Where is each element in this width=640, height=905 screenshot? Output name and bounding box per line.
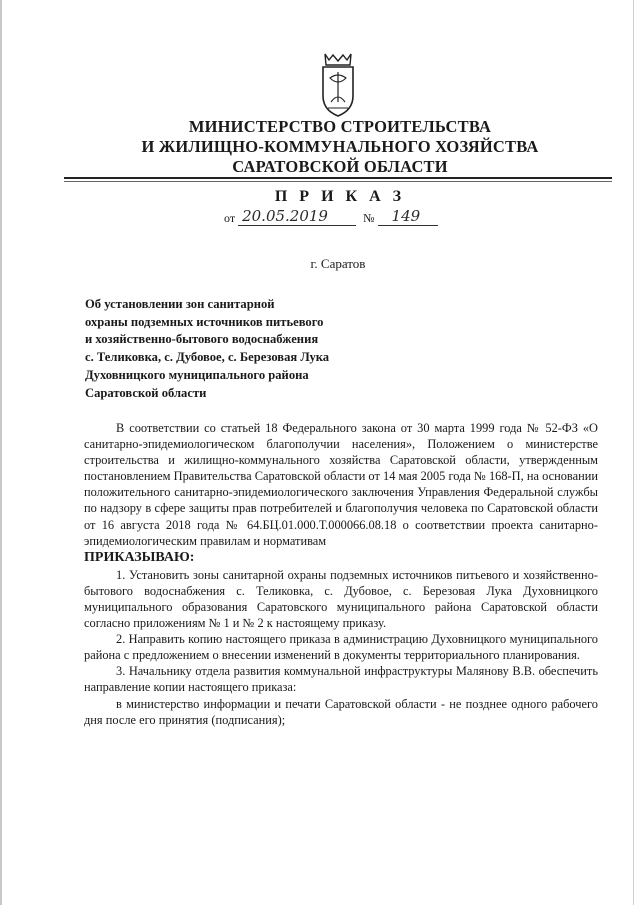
order-item-1: 1. Установить зоны санитарной охраны подземных источников питьевого и хозяйственно-бытового водоснабжения с. Теликовка, с. Дубовое, с. Березовая Лука Духовницкого муниципального образования Саратовского муниципального района Саратовской области согласно приложениям № 1 и № 2 к настоящему приказу. bbox=[84, 567, 598, 631]
subject-line: с. Теликовка, с. Дубовое, с. Березовая Лука bbox=[85, 350, 330, 365]
order-item-3: 3. Начальнику отдела развития коммунальной инфраструктуры Малянову В.В. обеспечить направление копии настоящего приказа: bbox=[84, 664, 598, 695]
number-field bbox=[378, 207, 438, 226]
date-field bbox=[238, 207, 356, 226]
subject-line: Духовницкого муниципального района bbox=[85, 367, 309, 382]
order-title: П Р И К А З bbox=[274, 188, 406, 205]
ministry-line: МИНИСТЕРСТВО СТРОИТЕЛЬСТВА bbox=[188, 117, 492, 136]
ministry-line: САРАТОВСКОЙ ОБЛАСТИ bbox=[232, 157, 448, 176]
handwritten-date: 20.05.2019 bbox=[242, 207, 328, 225]
city: г. Саратов bbox=[310, 256, 366, 271]
subject-line: и хозяйственно-бытового водоснабжения bbox=[85, 332, 319, 347]
header-divider bbox=[64, 177, 612, 179]
header-divider-thin bbox=[64, 181, 612, 182]
date-prefix: от bbox=[224, 211, 236, 225]
subject-line: охраны подземных источников питьевого bbox=[85, 314, 324, 329]
orders-heading: ПРИКАЗЫВАЮ: bbox=[84, 549, 195, 565]
ministry-header bbox=[130, 117, 550, 177]
scan-edge bbox=[0, 0, 2, 905]
handwritten-number: 149 bbox=[391, 207, 421, 225]
coat-of-arms-icon bbox=[319, 52, 357, 118]
order-date-number-line bbox=[224, 207, 438, 226]
scan-edge bbox=[633, 0, 634, 905]
ministry-line: И ЖИЛИЩНО-КОММУНАЛЬНОГО ХОЗЯЙСТВА bbox=[141, 137, 539, 156]
subject-line: Об установлении зон санитарной bbox=[85, 297, 275, 311]
subject-line: Саратовской области bbox=[85, 385, 207, 400]
preamble-paragraph: В соответствии со статьей 18 Федерального закона от 30 марта 1999 года № 52-ФЗ «О санитарно-эпидемиологическом благополучии населения», Положением о министерстве строительства и жилищно-коммунального хозяйства Саратовской области, утвержденным постановлением Правительства Саратовской области от 14 мая 2005 года № 168-П, на основании положительного санитарно-эпидемиологического заключения Управления Федеральной службы по надзору в сфере защиты прав потребителей и благополучия человека по Саратовской области от 16 августа 2018 года № 64.БЦ.01.000.Т.000066.08.18 о соответствии проекта санитарно-эпидемиологическим правилам и нормативам bbox=[84, 421, 598, 548]
order-body bbox=[84, 420, 598, 728]
order-item-3-sub: в министерство информации и печати Саратовской области - не позднее одного рабочего дня после его принятия (подписания); bbox=[84, 696, 598, 727]
order-subject bbox=[85, 296, 405, 402]
order-item-2: 2. Направить копию настоящего приказа в администрацию Духовницкого муниципального района с предложением о внесении изменений в документы территориального планирования. bbox=[84, 632, 598, 663]
number-label: № bbox=[363, 211, 375, 225]
